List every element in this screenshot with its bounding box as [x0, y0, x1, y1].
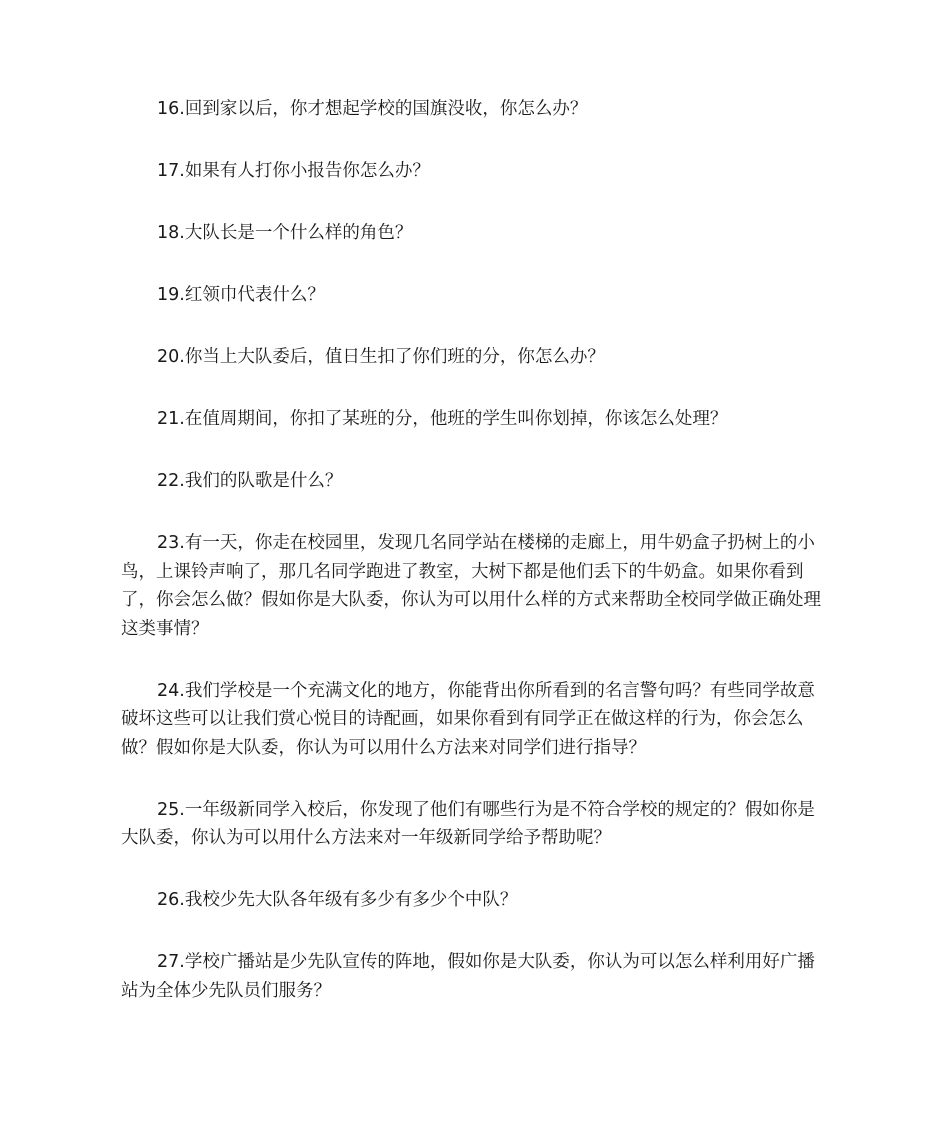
question-22: 22.我们的队歌是什么？ [157, 471, 343, 491]
question-16: 16.回到家以后，你才想起学校的国旗没收，你怎么办？ [157, 99, 588, 119]
question-20: 20.你当上大队委后，值日生扣了你们班的分，你怎么办？ [157, 347, 605, 367]
question-17: 17.如果有人打你小报告你怎么办？ [157, 161, 430, 181]
question-21: 21.在值周期间，你扣了某班的分，他班的学生叫你划掉，你该怎么处理？ [157, 409, 728, 429]
question-27: 27.学校广播站是少先队宣传的阵地，假如你是大队委，你认为可以怎么样利用好广播站为全体少先队员们服务？ [121, 952, 815, 1001]
question-25: 25.一年级新同学入校后，你发现了他们有哪些行为是不符合学校的规定的？假如你是大队委，你认为可以用什么方法来对一年级新同学给予帮助呢？ [121, 799, 815, 848]
question-list [121, 95, 831, 1039]
question-19: 19.红领巾代表什么？ [157, 285, 325, 305]
question-18: 18.大队长是一个什么样的角色？ [157, 223, 413, 243]
question-26: 26.我校少先大队各年级有多少有多少个中队？ [157, 890, 518, 910]
question-24: 24.我们学校是一个充满文化的地方，你能背出你所看到的名言警句吗？有些同学故意破坏这些可以让我们赏心悦目的诗配画，如果你看到有同学正在做这样的行为，你会怎么做？假如你是大队委，你认为可以用什么方法来对同学们进行指导？ [121, 680, 815, 758]
question-23: 23.有一天，你走在校园里，发现几名同学站在楼梯的走廊上，用牛奶盒子扔树上的小鸟，上课铃声响了，那几名同学跑进了教室，大树下都是他们丢下的牛奶盒。如果你看到了，你会怎么做？假如你是大队委，你认为可以用什么样的方式来帮助全校同学做正确处理这类事情？ [121, 533, 821, 639]
